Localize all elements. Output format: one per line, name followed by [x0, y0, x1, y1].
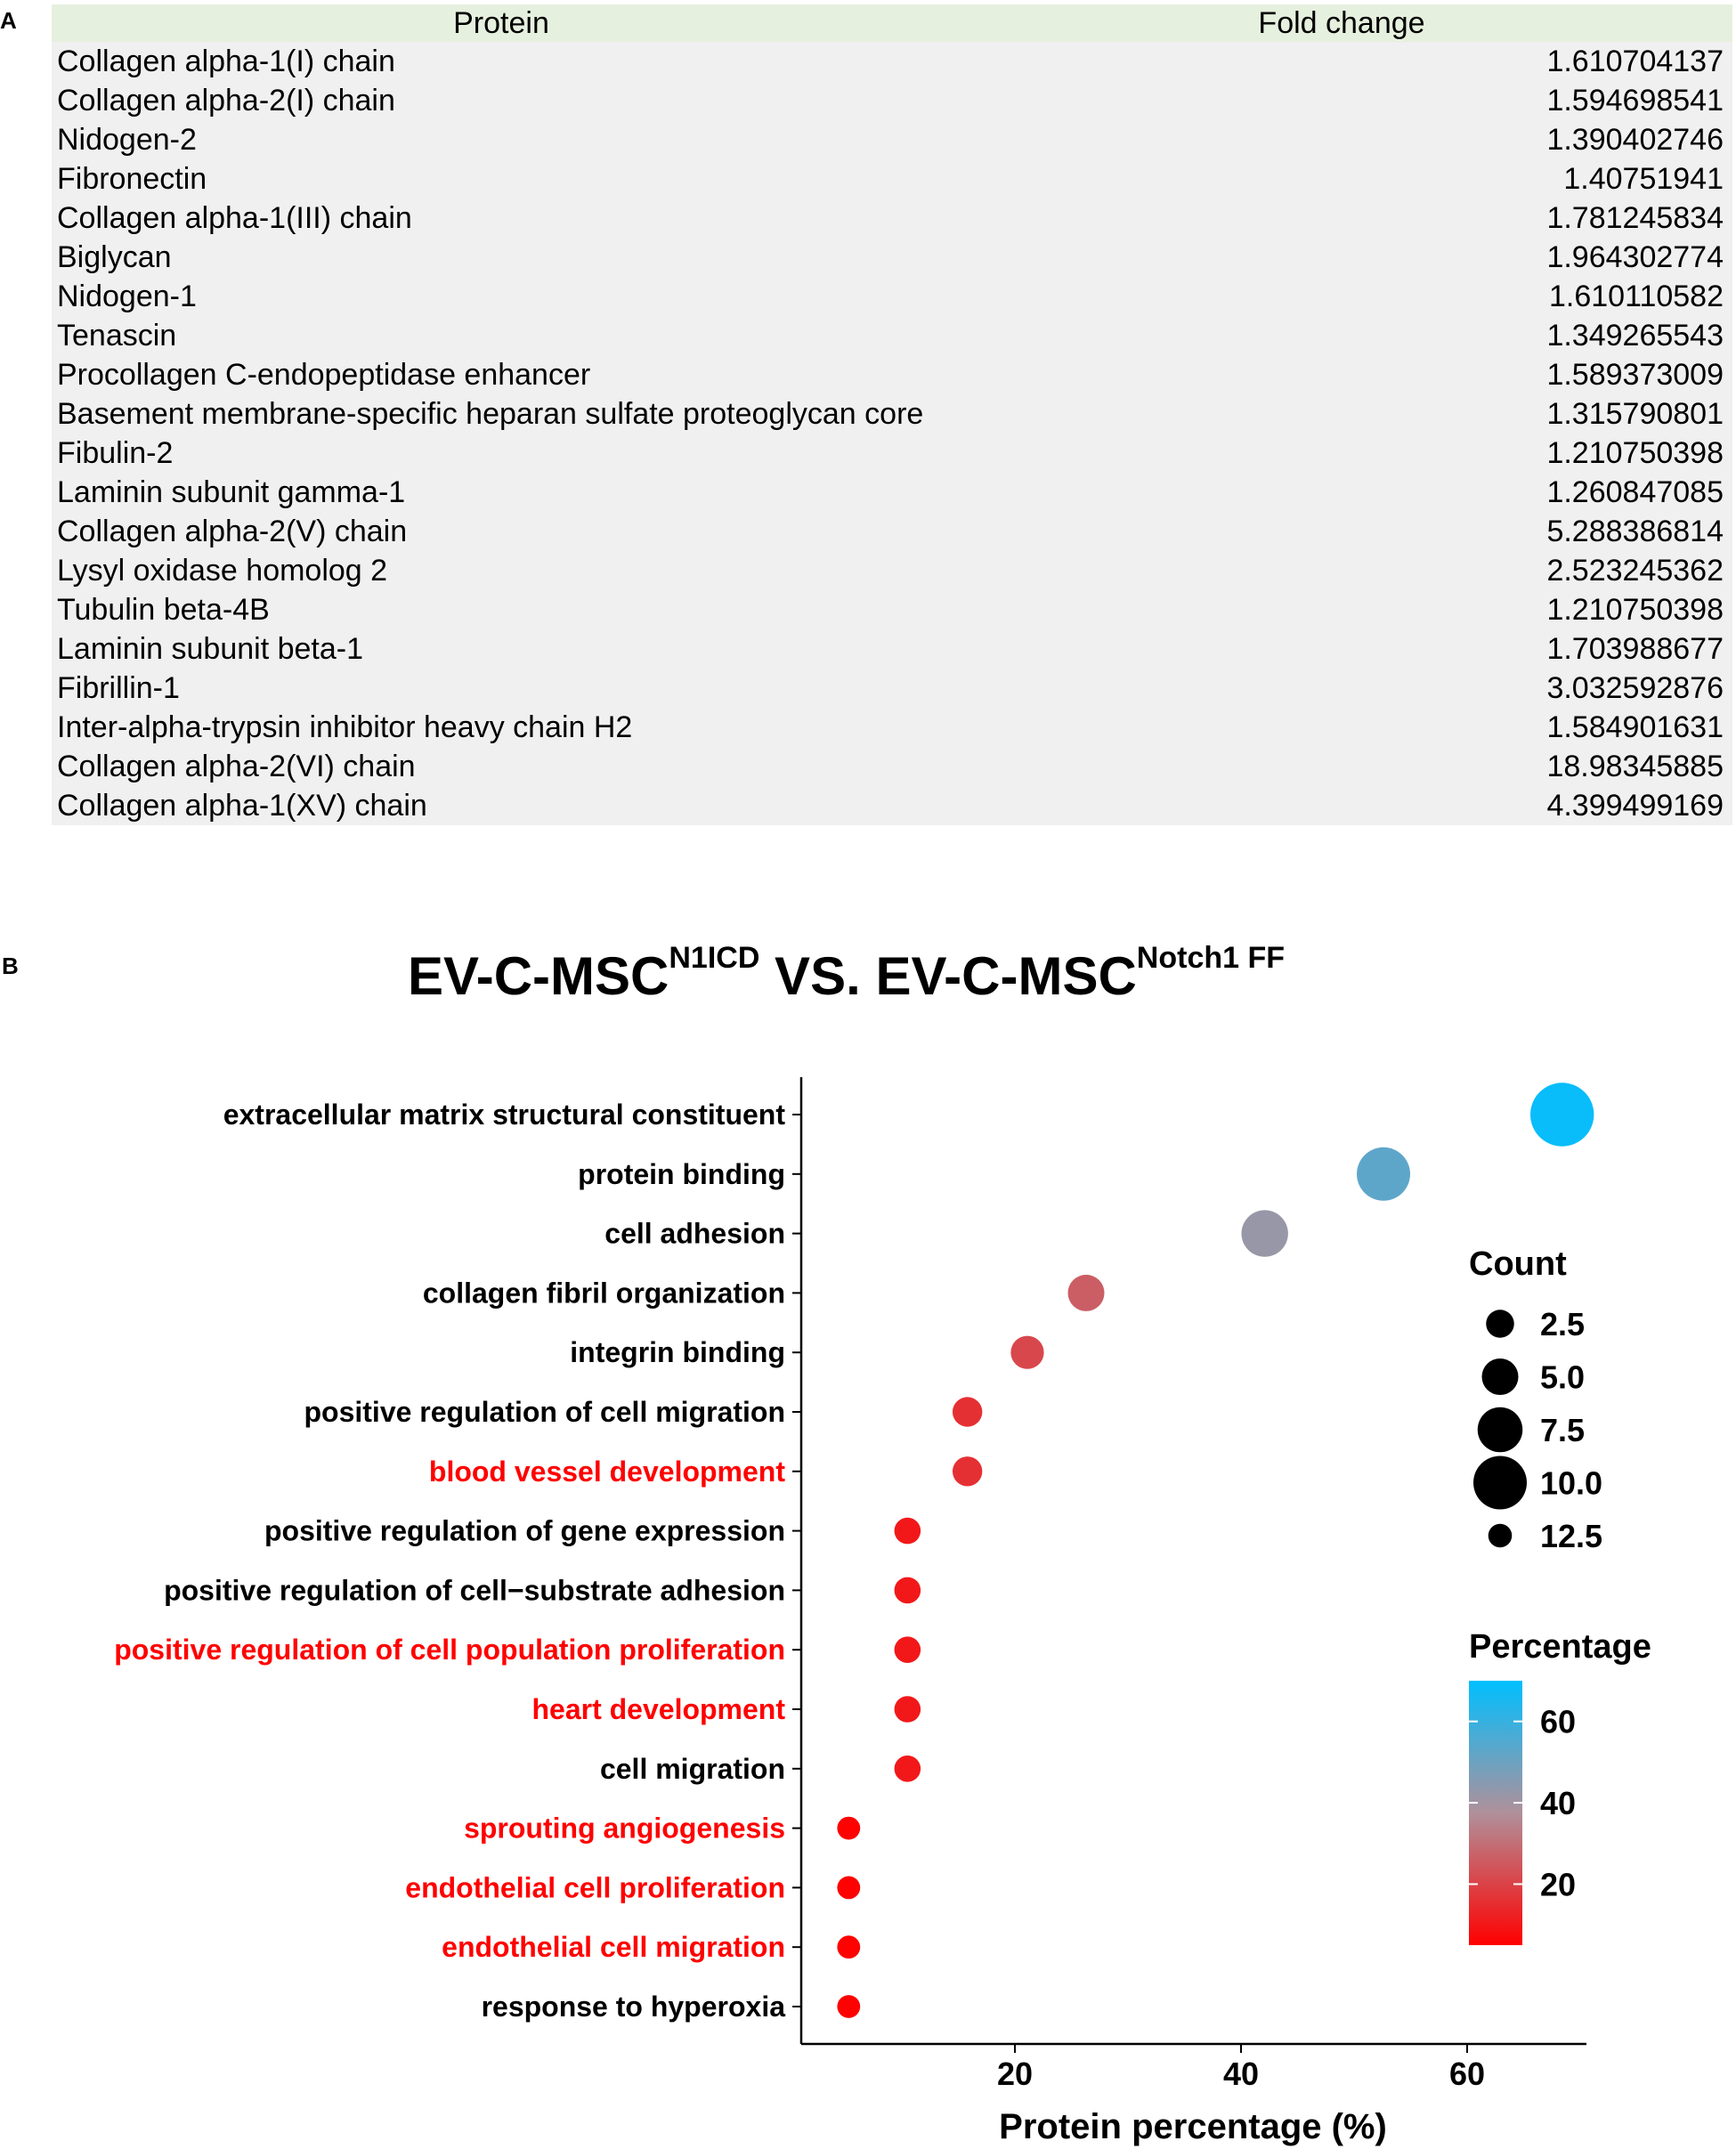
y-tick-label: cell migration	[599, 1752, 785, 1785]
y-tick-label: positive regulation of cell population proliferation	[114, 1634, 785, 1666]
color-legend-label: 60	[1540, 1703, 1577, 1740]
data-point	[1010, 1336, 1043, 1369]
fold-change-cell: 1.703988677	[951, 629, 1732, 669]
fold-change-cell: 1.781245834	[951, 199, 1732, 238]
y-tick-label: endothelial cell proliferation	[405, 1871, 785, 1904]
protein-name-cell: Laminin subunit beta-1	[52, 629, 951, 669]
fold-change-cell: 5.288386814	[951, 512, 1732, 551]
y-tick-label: positive regulation of cell migration	[304, 1396, 785, 1428]
protein-name-cell: Fibrillin-1	[52, 669, 951, 708]
y-tick-label: positive regulation of gene expression	[264, 1514, 785, 1547]
fold-change-cell: 1.964302774	[951, 238, 1732, 277]
data-point	[837, 1935, 860, 1958]
data-point	[837, 1877, 860, 1900]
size-legend-label: 12.5	[1540, 1518, 1603, 1554]
title-left-sup: N1ICD	[669, 941, 760, 975]
fold-change-cell: 1.210750398	[951, 590, 1732, 629]
fold-change-cell: 1.594698541	[951, 81, 1732, 120]
data-point	[1068, 1275, 1105, 1311]
protein-name-cell: Fibulin-2	[52, 434, 951, 473]
data-point	[953, 1397, 982, 1426]
protein-name-cell: Fibronectin	[52, 159, 951, 199]
y-tick-label: cell adhesion	[604, 1217, 785, 1250]
y-tick-label: heart development	[531, 1693, 785, 1725]
panel-label-b: B	[2, 953, 19, 979]
x-tick-label: 40	[1222, 2056, 1260, 2092]
fold-change-cell: 1.610110582	[951, 277, 1732, 316]
y-tick-label: collagen fibril organization	[422, 1277, 785, 1310]
title-right-sup: Notch1 FF	[1136, 941, 1286, 975]
fold-change-cell: 1.210750398	[951, 434, 1732, 473]
fold-change-cell: 1.260847085	[951, 473, 1732, 512]
data-point	[1530, 1083, 1594, 1146]
protein-name-cell: Collagen alpha-2(VI) chain	[52, 747, 951, 786]
data-point	[895, 1756, 921, 1782]
protein-name-cell: Lysyl oxidase homolog 2	[52, 551, 951, 590]
data-point	[895, 1518, 921, 1545]
protein-name-cell: Laminin subunit gamma-1	[52, 473, 951, 512]
size-legend-circle	[1473, 1456, 1527, 1510]
data-point	[837, 1995, 860, 2018]
fold-change-cell: 2.523245362	[951, 551, 1732, 590]
protein-name-cell: Collagen alpha-1(III) chain	[52, 199, 951, 238]
fold-change-cell: 1.390402746	[951, 120, 1732, 159]
data-point	[953, 1456, 982, 1486]
fold-change-cell: 4.399499169	[951, 786, 1732, 825]
size-legend-circle	[1482, 1358, 1519, 1395]
y-tick-label: positive regulation of cell−substrate adhesion	[164, 1574, 785, 1607]
y-tick-label: sprouting angiogenesis	[464, 1812, 785, 1845]
size-legend-label: 5.0	[1540, 1358, 1586, 1396]
fold-change-cell: 3.032592876	[951, 669, 1732, 708]
protein-name-cell: Tenascin	[52, 316, 951, 355]
fold-change-cell: 1.584901631	[951, 708, 1732, 747]
protein-name-cell: Procollagen C-endopeptidase enhancer	[52, 355, 951, 394]
protein-name-cell: Biglycan	[52, 238, 951, 277]
fold-change-cell: 1.589373009	[951, 355, 1732, 394]
x-tick-label: 20	[996, 2056, 1034, 2092]
protein-name-cell: Collagen alpha-2(I) chain	[52, 81, 951, 120]
size-legend-label: 7.5	[1540, 1412, 1586, 1448]
protein-name-cell: Inter-alpha-trypsin inhibitor heavy chain H2	[52, 708, 951, 747]
fold-change-cell: 1.315790801	[951, 394, 1732, 434]
protein-name-cell: Nidogen-1	[52, 277, 951, 316]
data-point	[1241, 1210, 1287, 1256]
data-point	[1357, 1147, 1410, 1201]
size-legend-label: 10.0	[1540, 1464, 1603, 1502]
protein-name-cell: Nidogen-2	[52, 120, 951, 159]
fold-change-cell: 1.349265543	[951, 316, 1732, 355]
panel-label-a: A	[0, 7, 17, 34]
data-point	[895, 1696, 921, 1723]
y-tick-label: extracellular matrix structural constituent	[223, 1099, 785, 1131]
y-tick-label: endothelial cell migration	[442, 1931, 785, 1964]
color-legend-bar	[1469, 1681, 1522, 1945]
fold-change-cell: 18.98345885	[951, 747, 1732, 786]
x-axis-label: Protein percentage (%)	[999, 2107, 1387, 2146]
header-protein: Protein	[52, 4, 951, 42]
protein-name-cell: Tubulin beta-4B	[52, 590, 951, 629]
data-point	[895, 1636, 921, 1663]
size-legend-title: Count	[1469, 1245, 1567, 1283]
fold-change-cell: 1.40751941	[951, 159, 1732, 199]
title-left: EV-C-MSC	[408, 946, 669, 1006]
fold-change-cell: 1.610704137	[951, 42, 1732, 81]
protein-name-cell: Collagen alpha-1(I) chain	[52, 42, 951, 81]
protein-name-cell: Basement membrane-specific heparan sulfate proteoglycan core	[52, 394, 951, 434]
size-legend-label: 2.5	[1540, 1306, 1586, 1342]
y-tick-label: response to hyperoxia	[481, 1991, 785, 2023]
protein-name-cell: Collagen alpha-1(XV) chain	[52, 786, 951, 825]
color-legend-title: Percentage	[1469, 1628, 1651, 1666]
size-legend-circle	[1478, 1407, 1523, 1453]
y-tick-label: protein binding	[578, 1157, 785, 1190]
size-legend-circle	[1486, 1310, 1514, 1338]
color-legend-label: 40	[1540, 1785, 1577, 1822]
y-tick-label: integrin binding	[570, 1336, 785, 1369]
x-tick-label: 60	[1448, 2056, 1486, 2092]
title-mid: VS. EV-C-MSC	[759, 946, 1137, 1006]
color-legend-label: 20	[1540, 1866, 1577, 1903]
size-legend-circle	[1489, 1524, 1513, 1548]
data-point	[895, 1577, 921, 1604]
y-tick-label: blood vessel development	[428, 1455, 785, 1488]
header-fold-change: Fold change	[951, 4, 1732, 42]
data-point	[837, 1817, 860, 1840]
protein-name-cell: Collagen alpha-2(V) chain	[52, 512, 951, 551]
